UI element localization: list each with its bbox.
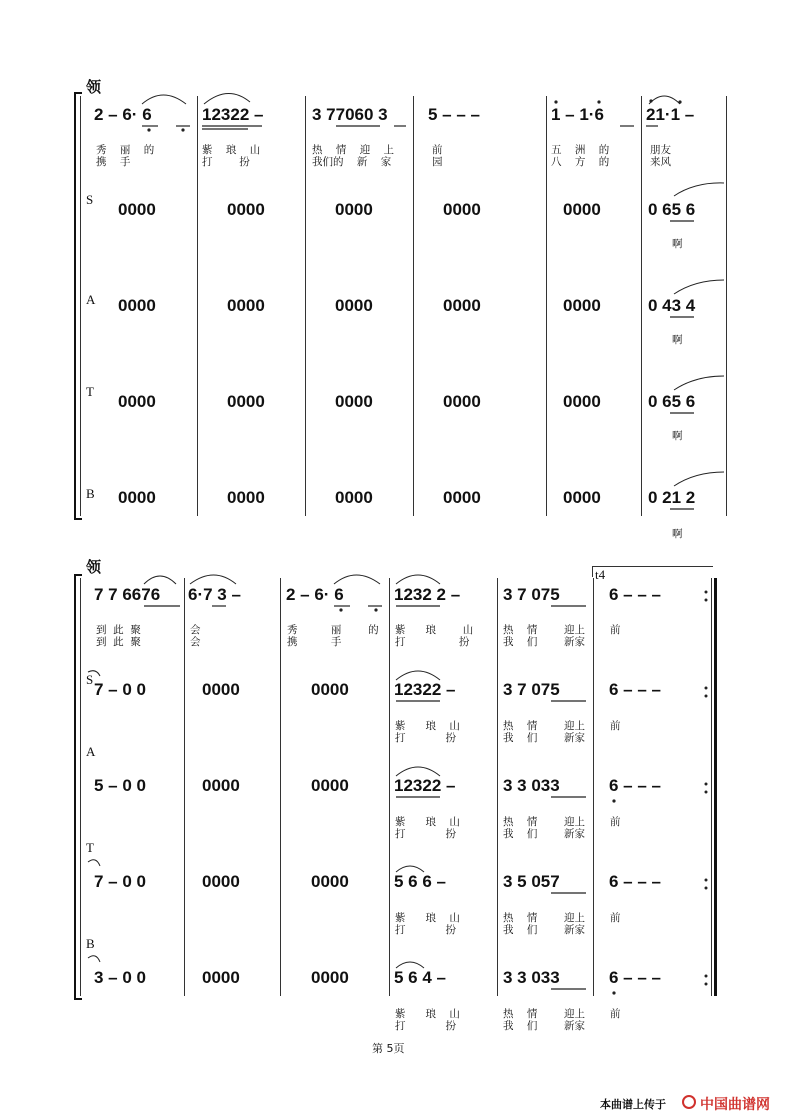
voice2-s-bar-3: 0000 — [311, 680, 349, 699]
lead-bar-4: 5 – – – — [428, 105, 480, 124]
voice2-b-bar-2: 0000 — [202, 968, 240, 987]
voice-b-bar-2: 0000 — [227, 488, 265, 507]
voice-t-lyric: 啊 — [672, 430, 683, 442]
voice-t-bar-3: 0000 — [335, 392, 373, 411]
voice-t-bar-5: 0000 — [563, 392, 601, 411]
lead2-bar-1: 7 7 6676 — [94, 585, 161, 604]
voice-b-bar-1: 0000 — [118, 488, 156, 507]
voice-label-b: B — [86, 486, 95, 501]
site-logo[interactable]: 中国曲谱网 — [700, 1097, 770, 1113]
lead2-lyric-2b: 会 — [190, 636, 201, 648]
lead-bar-3: 3 77060 3 — [312, 105, 388, 124]
voice2-s-lyric-2b: 我 们 新家 — [503, 732, 586, 744]
lead2-lyric-1b: 到 此 聚 — [96, 636, 141, 648]
voice-b-bar-5: 0000 — [563, 488, 601, 507]
lead-lyric-3a: 热 情 迎 上 — [312, 144, 395, 156]
voice-t-bar-2: 0000 — [227, 392, 265, 411]
lead-lyric-3b: 我们的 新 家 — [312, 156, 392, 168]
voice-label-s: S — [86, 192, 94, 207]
voice2-s-bar-6: 6 – – – — [609, 680, 661, 699]
lead-label-1: 领 — [86, 78, 102, 96]
voice-a-bar-2: 0000 — [227, 296, 265, 315]
lead-lyric-6a: 朋友 — [650, 144, 671, 156]
voice-b-bar-4: 0000 — [443, 488, 481, 507]
upload-note: 本曲谱上传于 — [600, 1098, 666, 1111]
lead2-bar-4: 1232 2 – — [394, 585, 461, 604]
voice2-b-bar-4: 5 6 4 – — [394, 968, 446, 987]
voice2-label-b: B — [86, 936, 95, 951]
lead2-lyric-3b: 携 手 — [287, 636, 342, 648]
lead2-bar-6: 6 – – – — [609, 585, 661, 604]
voice-s-bar-5: 0000 — [563, 200, 601, 219]
lead-lyric-2a: 紫 琅 山 — [202, 144, 261, 156]
voice2-b-lyric-1b: 打 扮 — [395, 1020, 457, 1032]
repeat-mark: t4 — [595, 567, 606, 582]
voice2-t-lyric-3a: 前 — [610, 912, 621, 924]
voice-s-bar-4: 0000 — [443, 200, 481, 219]
voice2-b-bar-6: 6 – – – — [609, 968, 661, 987]
lead2-lyric-4b: 打 扮 — [395, 636, 470, 648]
voice2-t-lyric-1a: 紫 琅 山 — [395, 912, 460, 924]
voice-s-bar-6: 0 65 6 — [648, 200, 696, 219]
lead2-lyric-5b: 我 们 新家 — [503, 636, 586, 648]
voice2-s-lyric-1b: 打 扮 — [395, 732, 457, 744]
lead-bar-6: 21·1 – — [646, 105, 695, 124]
voice-s-lyric: 啊 — [672, 238, 683, 250]
voice2-a-bar-4: 12322 – — [394, 776, 456, 795]
lead-lyric-5b: 八 方 的 — [551, 156, 610, 168]
voice2-s-bar-4: 12322 – — [394, 680, 456, 699]
voice-label-a: A — [86, 292, 96, 307]
lead-label-2: 领 — [86, 558, 102, 576]
voice2-a-lyric-2b: 我 们 新家 — [503, 828, 586, 840]
lead2-bar-5: 3 7 075 — [503, 585, 560, 604]
voice2-t-bar-2: 0000 — [202, 872, 240, 891]
lead-bar-1: 2 – 6· 6 — [94, 105, 152, 124]
lead-lyric-1a: 秀 丽 的 — [96, 144, 155, 156]
lead-lyric-2b: 打 扮 — [202, 156, 250, 168]
voice2-t-bar-6: 6 – – – — [609, 872, 661, 891]
voice2-t-bar-5: 3 5 057 — [503, 872, 560, 891]
lead-lyric-5a: 五 洲 的 — [551, 144, 610, 156]
voice2-s-lyric-3a: 前 — [610, 720, 621, 732]
voice-s-bar-2: 0000 — [227, 200, 265, 219]
site-logo-icon — [682, 1095, 696, 1109]
lead2-lyric-5a: 热 情 迎上 — [503, 624, 586, 636]
voice2-b-bar-3: 0000 — [311, 968, 349, 987]
voice2-t-lyric-1b: 打 扮 — [395, 924, 457, 936]
voice-t-bar-1: 0000 — [118, 392, 156, 411]
voice2-b-bar-5: 3 3 033 — [503, 968, 560, 987]
voice2-a-lyric-2a: 热 情 迎上 — [503, 816, 586, 828]
voice2-t-lyric-2b: 我 们 新家 — [503, 924, 586, 936]
voice2-label-s: S — [86, 672, 94, 687]
voice-a-bar-6: 0 43 4 — [648, 296, 696, 315]
voice2-s-lyric-1a: 紫 琅 山 — [395, 720, 460, 732]
lead-lyric-6b: 来风 — [650, 156, 671, 168]
voice2-t-bar-4: 5 6 6 – — [394, 872, 446, 891]
voice-a-bar-3: 0000 — [335, 296, 373, 315]
voice2-label-t: T — [86, 840, 94, 855]
voice2-s-bar-2: 0000 — [202, 680, 240, 699]
page-number: 第 5页 — [372, 1042, 405, 1055]
voice-b-bar-3: 0000 — [335, 488, 373, 507]
voice2-b-lyric-2b: 我 们 新家 — [503, 1020, 586, 1032]
voice2-a-bar-3: 0000 — [311, 776, 349, 795]
voice2-b-lyric-3a: 前 — [610, 1008, 621, 1020]
voice-label-t: T — [86, 384, 94, 399]
lead2-lyric-6a: 前 — [610, 624, 621, 636]
voice-a-bar-1: 0000 — [118, 296, 156, 315]
voice2-b-lyric-1a: 紫 琅 山 — [395, 1008, 460, 1020]
voice2-a-lyric-3a: 前 — [610, 816, 621, 828]
lead-bar-2: 12322 – — [202, 105, 264, 124]
voice-a-lyric: 啊 — [672, 334, 683, 346]
lead2-lyric-2a: 会 — [190, 624, 201, 636]
voice2-a-bar-5: 3 3 033 — [503, 776, 560, 795]
voice-b-bar-6: 0 21 2 — [648, 488, 696, 507]
voice2-s-lyric-2a: 热 情 迎上 — [503, 720, 586, 732]
voice2-t-lyric-2a: 热 情 迎上 — [503, 912, 586, 924]
lead-lyric-4a: 前 — [432, 144, 443, 156]
voice2-a-lyric-1b: 打 扮 — [395, 828, 457, 840]
voice2-label-a: A — [86, 744, 96, 759]
voice-b-lyric: 啊 — [672, 528, 683, 540]
lead-lyric-4b: 园 — [432, 156, 443, 168]
voice2-a-bar-6: 6 – – – — [609, 776, 661, 795]
voice-t-bar-6: 0 65 6 — [648, 392, 696, 411]
lead2-bar-3: 2 – 6· 6 — [286, 585, 344, 604]
voice-a-bar-5: 0000 — [563, 296, 601, 315]
voice2-s-bar-5: 3 7 075 — [503, 680, 560, 699]
lead-bar-5: 1 – 1·6 — [551, 105, 604, 124]
lead2-lyric-3a: 秀 丽 的 — [287, 624, 379, 636]
voice2-b-lyric-2a: 热 情 迎上 — [503, 1008, 586, 1020]
voice-a-bar-4: 0000 — [443, 296, 481, 315]
voice2-a-bar-1: 5 – 0 0 — [94, 776, 146, 795]
lead2-lyric-4a: 紫 琅 山 — [395, 624, 474, 636]
voice2-t-bar-1: 7 – 0 0 — [94, 872, 146, 891]
voice2-s-bar-1: 7 – 0 0 — [94, 680, 146, 699]
voice-s-bar-1: 0000 — [118, 200, 156, 219]
voice-s-bar-3: 0000 — [335, 200, 373, 219]
voice2-b-bar-1: 3 – 0 0 — [94, 968, 146, 987]
lead-lyric-1b: 携 手 — [96, 156, 131, 168]
lead2-lyric-1a: 到 此 聚 — [96, 624, 141, 636]
voice-t-bar-4: 0000 — [443, 392, 481, 411]
lead2-bar-2: 6·7 3 – — [188, 585, 241, 604]
voice2-a-bar-2: 0000 — [202, 776, 240, 795]
voice2-t-bar-3: 0000 — [311, 872, 349, 891]
voice2-a-lyric-1a: 紫 琅 山 — [395, 816, 460, 828]
